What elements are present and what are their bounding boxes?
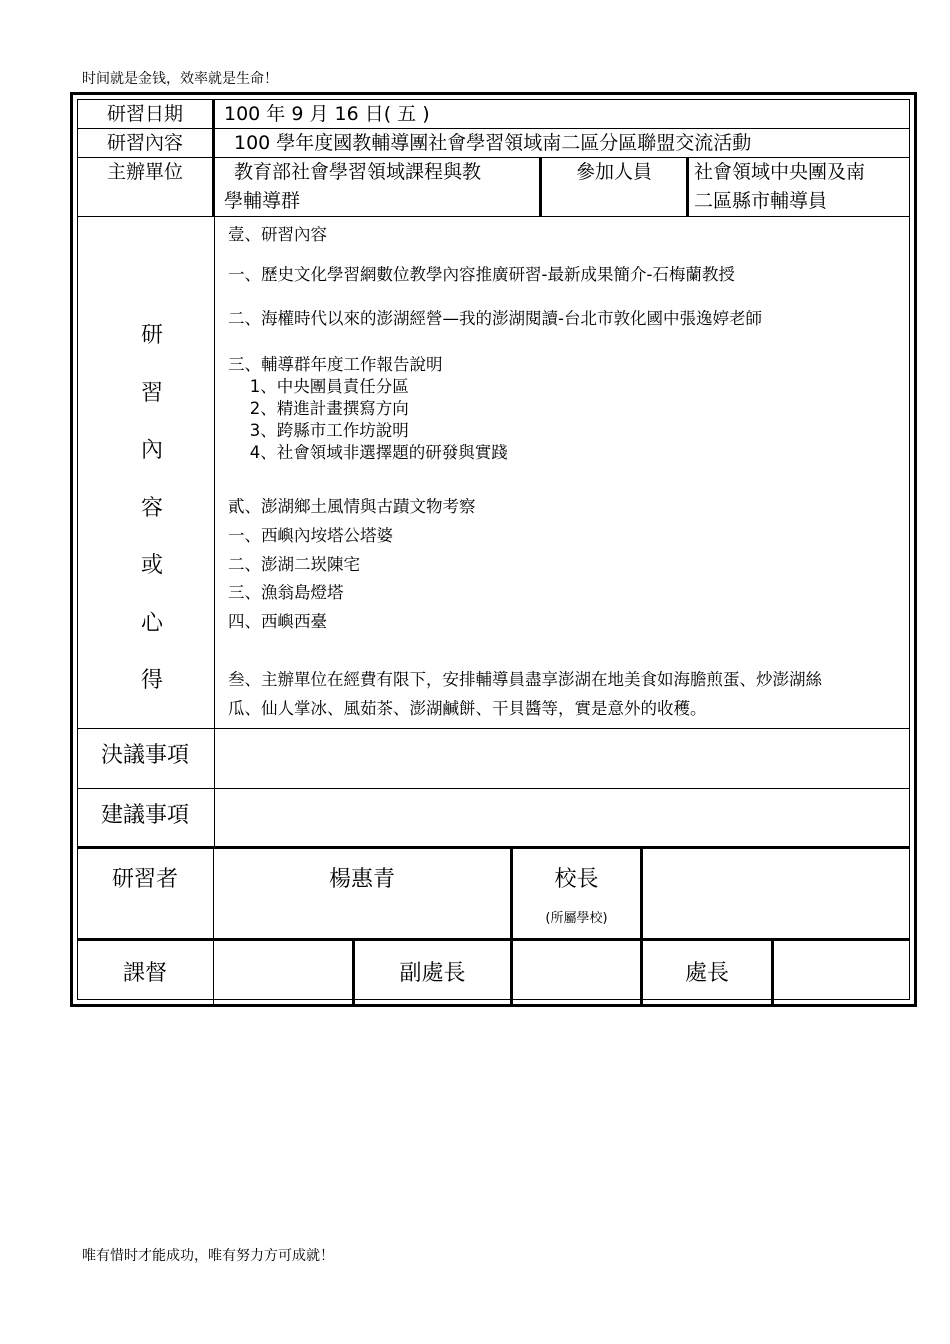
content-line: 三、輔導群年度工作報告說明 xyxy=(228,355,443,374)
footer-note: 唯有惜时才能成功，唯有努力方可成就！ xyxy=(82,1248,334,1264)
content-line: 叁、主辦單位在經費有限下，安排輔導員盡享澎湖在地美食如海膽煎蛋、炒澎湖絲 xyxy=(228,670,822,689)
topic-label: 研習內容 xyxy=(106,132,183,154)
content-line: 4、社會領域非選擇題的研發與實踐 xyxy=(228,443,508,462)
topic-value: 100 學年度國教輔導團社會學習領域南二區分區聯盟交流活動 xyxy=(234,132,752,154)
content-line: 瓜、仙人掌冰、風茹茶、澎湖鹹餅、干貝醬等，實是意外的收穫。 xyxy=(228,699,707,718)
resolution-label: 決議事項 xyxy=(100,743,189,768)
principal-note: (所屬學校) xyxy=(545,911,608,926)
report-form xyxy=(70,92,917,1007)
participants-value-line2: 二區縣市輔導員 xyxy=(694,190,828,212)
form-grid xyxy=(77,99,910,1000)
content-line: 四、西嶼西臺 xyxy=(228,612,327,631)
host-value-line2: 學輔導群 xyxy=(224,190,301,212)
deputy-label: 副處長 xyxy=(399,961,466,986)
content-line: 一、歷史文化學習網數位教學內容推廣研習-最新成果簡介-石梅蘭教授 xyxy=(228,265,735,284)
content-line: 二、澎湖二崁陳宅 xyxy=(228,555,360,574)
content-line: 一、西嶼內垵塔公塔婆 xyxy=(228,526,393,545)
content-line: 1、中央團員責任分區 xyxy=(228,377,409,396)
reflection-label-char: 得 xyxy=(140,668,163,693)
host-value-line1: 教育部社會學習領域課程與教 xyxy=(234,161,482,183)
suggestion-label: 建議事項 xyxy=(100,803,189,828)
supervisor-label: 課督 xyxy=(122,961,167,986)
content-line: 二、海權時代以來的澎湖經營—我的澎湖閱讀-台北市敦化國中張逸婷老師 xyxy=(228,309,762,328)
content-line: 2、精進計畫撰寫方向 xyxy=(228,399,409,418)
content-line: 三、漁翁島燈塔 xyxy=(228,583,344,602)
principal-label: 校長 xyxy=(554,867,599,892)
reflection-label-char: 或 xyxy=(140,553,163,578)
participants-label: 參加人員 xyxy=(575,161,652,183)
reflection-label-char: 習 xyxy=(140,381,163,406)
reflection-label-char: 內 xyxy=(140,438,163,463)
content-line: 3、跨縣市工作坊說明 xyxy=(228,421,409,440)
researcher-name: 楊惠青 xyxy=(328,867,395,892)
reflection-label-char: 容 xyxy=(140,496,163,521)
reflection-label-char: 心 xyxy=(140,611,163,636)
content-line: 壹、研習內容 xyxy=(228,225,327,244)
date-value: 100 年 9 月 16 日( 五 ) xyxy=(224,103,430,125)
director-label: 處長 xyxy=(684,961,729,986)
reflection-label-char: 研 xyxy=(140,323,163,348)
header-note: 时间就是金钱，效率就是生命！ xyxy=(82,71,278,87)
participants-value-line1: 社會領域中央團及南 xyxy=(694,161,866,183)
content-line: 貳、澎湖鄉土風情與古蹟文物考察 xyxy=(228,497,476,516)
date-label: 研習日期 xyxy=(106,103,183,125)
host-label: 主辦單位 xyxy=(106,161,183,183)
researcher-label: 研習者 xyxy=(111,867,178,892)
